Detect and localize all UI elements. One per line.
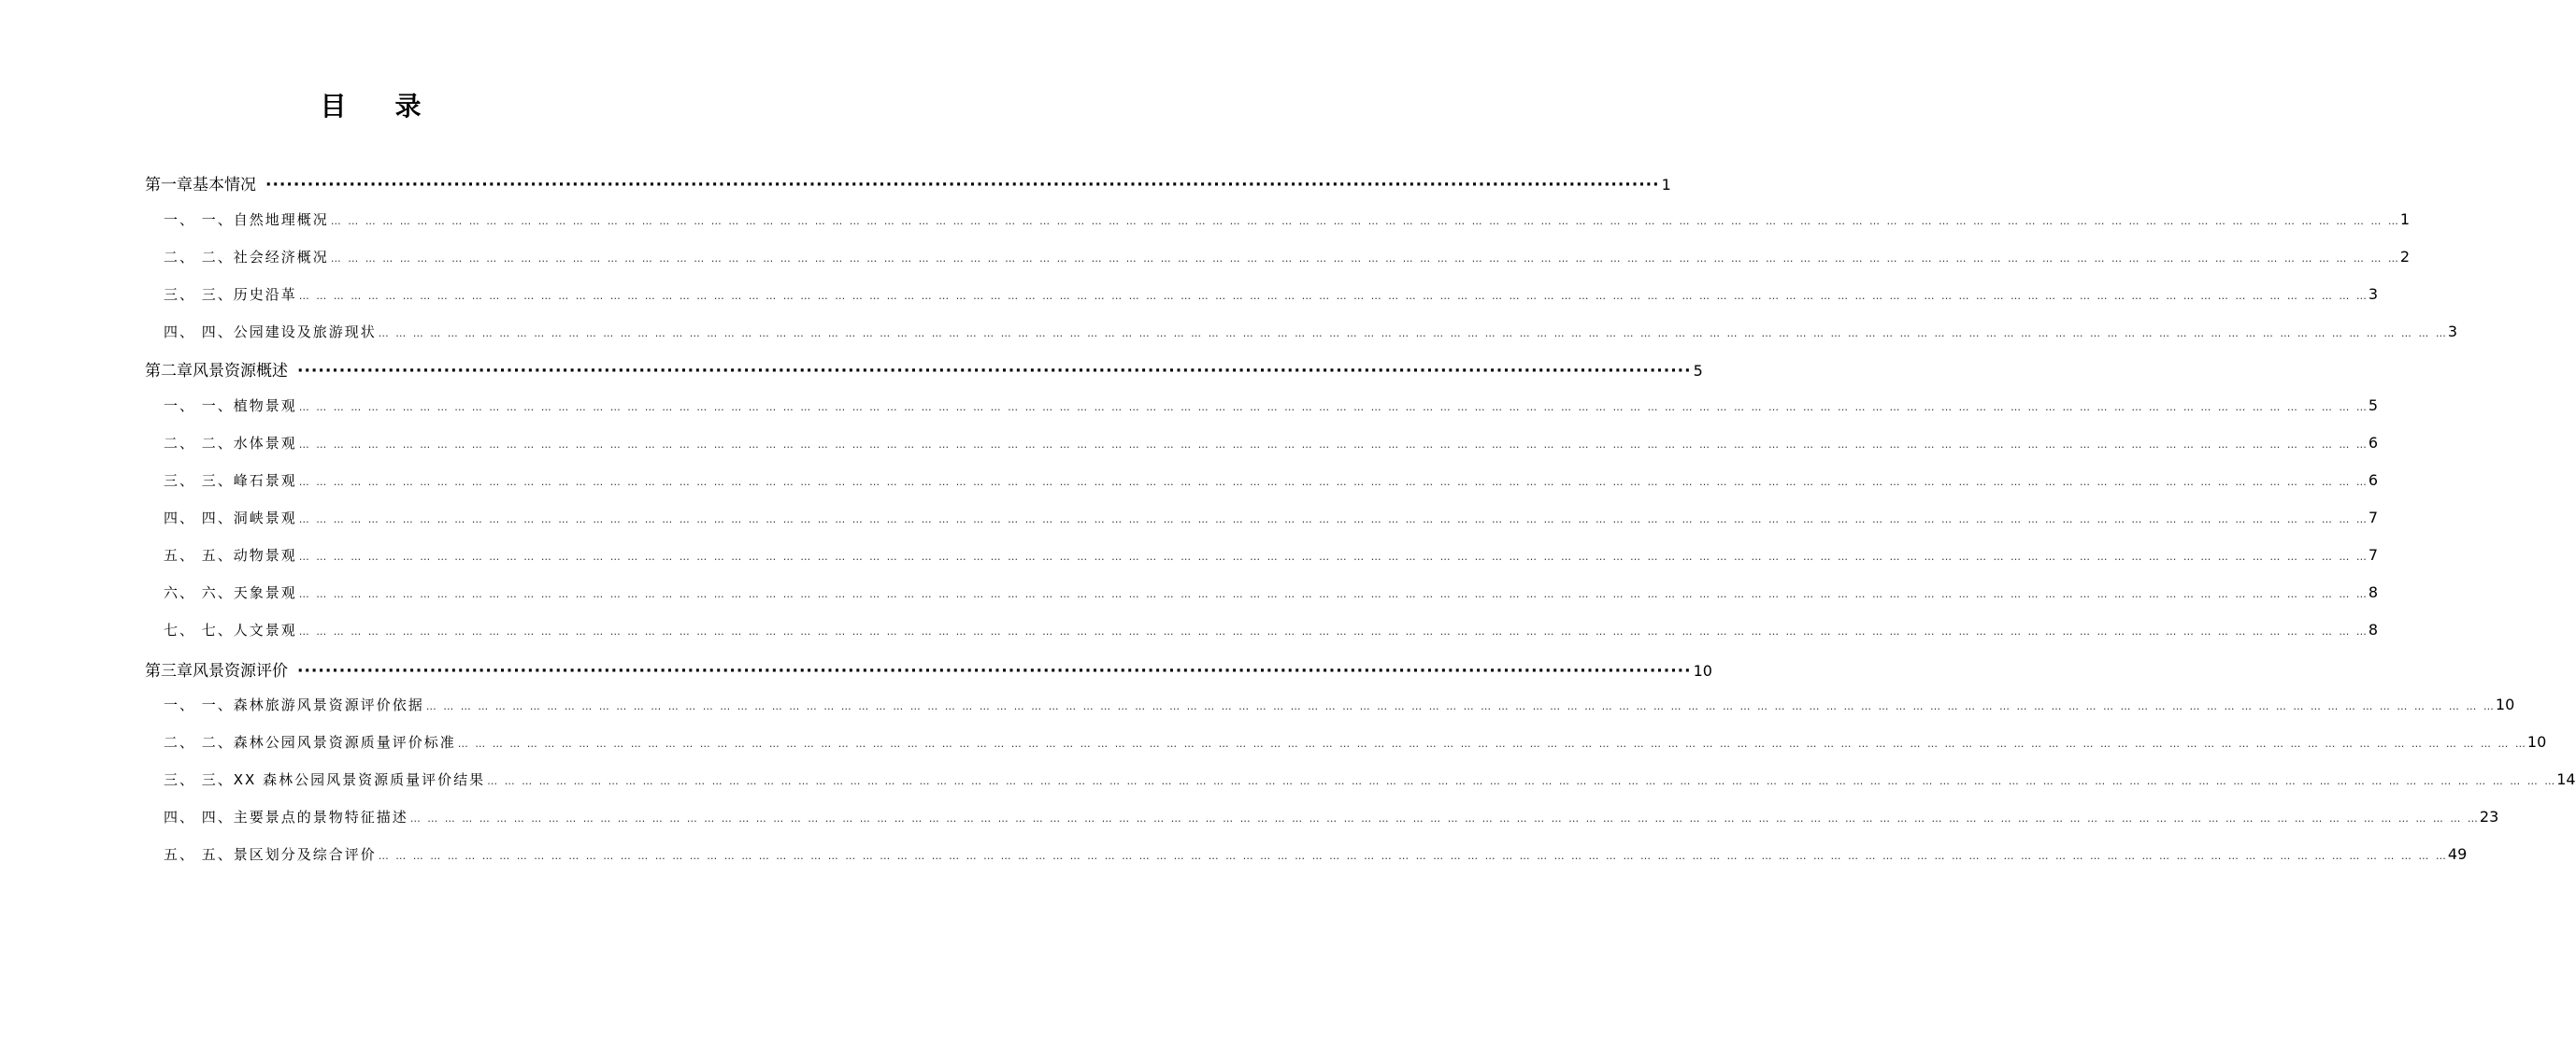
leader-dots: … … … … … … … … … … … … … … … … … … … … … … … … … … … … … … … … … … … … … … … … … … … … … … … … … … … … … … … … … … … … … … … … … … … … … … … … … … … … … … … … … … … … … … … … … … … … … … … … … … … … … … … … … … … … … … … … … … … … … … … … (298, 401, 2368, 413)
leader-dots: ········································································································································································································ (265, 176, 1660, 194)
toc-section-entry[interactable] (164, 508, 2379, 527)
page-number: 1 (2399, 210, 2411, 228)
toc-section-entry[interactable] (164, 582, 2379, 602)
section-prefix: 二、 二、 (164, 435, 234, 452)
leader-dots: … … … … … … … … … … … … … … … … … … … … … … … … … … … … … … … … … … … … … … … … … … … … … … … … … … … … … … … … … … … … … … … … … … … … … … … … … … … … … … … … … … … … … … … … … … … … … … … … … … … … … … … … … … … … … … … … … … … … … … … … (425, 700, 2496, 712)
page-number: 8 (2368, 583, 2379, 601)
toc-section-entry[interactable] (164, 470, 2379, 490)
title-char: 目 (320, 91, 347, 122)
chapter-label: 第一章 (145, 176, 193, 194)
section-title: 自然地理概况 (233, 211, 329, 228)
section-title: 主要景点的景物特征描述 (233, 809, 408, 826)
leader-dots: … … … … … … … … … … … … … … … … … … … … … … … … … … … … … … … … … … … … … … … … … … … … … … … … … … … … … … … … … … … … … … … … … … … … … … … … … … … … … … … … … … … … … … … … … … … … … … … … … … … … … … … … … … … … … … … … … … … … … … … … (378, 850, 2448, 862)
section-prefix: 五、 五、 (164, 846, 234, 863)
title-char: 录 (394, 91, 422, 122)
toc-section-entry[interactable] (164, 247, 2411, 266)
toc-chapter-entry[interactable] (145, 357, 1703, 381)
page-number: 49 (2447, 845, 2468, 863)
leader-dots: … … … … … … … … … … … … … … … … … … … … … … … … … … … … … … … … … … … … … … … … … … … … … … … … … … … … … … … … … … … … … … … … … … … … … … … … … … … … … … … … … … … … … … … … … … … … … … … … … … … … … … … … … … … … … … … … … … … … … … … … (487, 775, 2557, 787)
section-prefix: 二、 二、 (164, 249, 234, 266)
page-number: 7 (2368, 509, 2379, 526)
leader-dots: … … … … … … … … … … … … … … … … … … … … … … … … … … … … … … … … … … … … … … … … … … … … … … … … … … … … … … … … … … … … … … … … … … … … … … … … … … … … … … … … … … … … … … … … … … … … … … … … … … … … … … … … … … … … … … … … … … … … … … … … (298, 290, 2368, 302)
page-number: 1 (1661, 176, 1671, 194)
page-number: 5 (1693, 362, 1703, 380)
section-title: 水体景观 (233, 435, 297, 452)
page-number: 6 (2368, 471, 2379, 489)
section-prefix: 三、 三、 (164, 286, 234, 303)
page-title (0, 86, 741, 123)
leader-dots: … … … … … … … … … … … … … … … … … … … … … … … … … … … … … … … … … … … … … … … … … … … … … … … … … … … … … … … … … … … … … … … … … … … … … … … … … … … … … … … … … … … … … … … … … … … … … … … … … … … … … … … … … … … … … … … … … … … … … … … … (298, 625, 2368, 638)
page-number: 10 (1693, 662, 1712, 680)
section-prefix: 五、 五、 (164, 547, 234, 564)
chapter-label: 第三章 (145, 662, 193, 681)
toc-section-entry[interactable] (164, 433, 2379, 453)
section-title: 公园建设及旅游现状 (233, 323, 377, 340)
chapter-title: 基本情况 (193, 176, 256, 194)
section-prefix: 一、 一、 (164, 697, 234, 713)
page-number: 5 (2368, 396, 2379, 414)
chapter-title: 风景资源评价 (193, 662, 288, 681)
section-title: 峰石景观 (233, 472, 297, 489)
section-title: 人文景观 (233, 622, 297, 639)
section-title: 森林公园风景资源质量评价标准 (233, 734, 456, 751)
page-number: 14 (2556, 770, 2576, 788)
page-number: 2 (2399, 248, 2411, 266)
leader-dots: … … … … … … … … … … … … … … … … … … … … … … … … … … … … … … … … … … … … … … … … … … … … … … … … … … … … … … … … … … … … … … … … … … … … … … … … … … … … … … … … … … … … … … … … … … … … … … … … … … … … … … … … … … … … … … … … … … … … … … … … (330, 252, 2400, 265)
section-prefix: 三、 三、 (164, 771, 234, 788)
section-prefix: 一、 一、 (164, 211, 234, 228)
toc-section-entry[interactable] (164, 322, 2458, 341)
section-prefix: 二、 二、 (164, 734, 234, 751)
page-number: 3 (2368, 285, 2379, 303)
toc-section-entry[interactable] (164, 620, 2379, 639)
chapter-label: 第二章 (145, 362, 193, 381)
toc-section-entry[interactable] (164, 395, 2379, 415)
leader-dots: … … … … … … … … … … … … … … … … … … … … … … … … … … … … … … … … … … … … … … … … … … … … … … … … … … … … … … … … … … … … … … … … … … … … … … … … … … … … … … … … … … … … … … … … … … … … … … … … … … … … … … … … … … … … … … … … … … … … … … … … (378, 327, 2448, 339)
page-number: 3 (2447, 323, 2458, 340)
leader-dots: ········································································································································································································ (297, 362, 1692, 381)
page-number: 23 (2479, 808, 2499, 826)
page-number: 10 (2526, 733, 2547, 751)
leader-dots: … … … … … … … … … … … … … … … … … … … … … … … … … … … … … … … … … … … … … … … … … … … … … … … … … … … … … … … … … … … … … … … … … … … … … … … … … … … … … … … … … … … … … … … … … … … … … … … … … … … … … … … … … … … … … … … … … … … … … … … … (330, 215, 2400, 227)
leader-dots: … … … … … … … … … … … … … … … … … … … … … … … … … … … … … … … … … … … … … … … … … … … … … … … … … … … … … … … … … … … … … … … … … … … … … … … … … … … … … … … … … … … … … … … … … … … … … … … … … … … … … … … … … … … … … … … … … … … … … … … … (298, 551, 2368, 563)
leader-dots: … … … … … … … … … … … … … … … … … … … … … … … … … … … … … … … … … … … … … … … … … … … … … … … … … … … … … … … … … … … … … … … … … … … … … … … … … … … … … … … … … … … … … … … … … … … … … … … … … … … … … … … … … … … … … … … … … … … … … … … … (457, 738, 2527, 750)
section-prefix: 四、 四、 (164, 323, 234, 340)
toc-section-entry[interactable] (164, 209, 2411, 229)
toc-chapter-entry[interactable] (145, 171, 1671, 194)
section-prefix: 三、 三、 (164, 472, 234, 489)
toc-section-entry[interactable] (164, 732, 2547, 752)
section-title: 景区划分及综合评价 (233, 846, 377, 863)
section-prefix: 四、 四、 (164, 510, 234, 526)
page-number: 8 (2368, 621, 2379, 639)
chapter-title: 风景资源概述 (193, 362, 288, 381)
section-prefix: 七、 七、 (164, 622, 234, 639)
toc-section-entry[interactable] (164, 807, 2499, 826)
leader-dots: ········································································································································································································ (297, 662, 1692, 681)
leader-dots: … … … … … … … … … … … … … … … … … … … … … … … … … … … … … … … … … … … … … … … … … … … … … … … … … … … … … … … … … … … … … … … … … … … … … … … … … … … … … … … … … … … … … … … … … … … … … … … … … … … … … … … … … … … … … … … … … … … … … … … … (298, 476, 2368, 488)
section-title: 动物景观 (233, 547, 297, 564)
section-prefix: 四、 四、 (164, 809, 234, 826)
page-number: 6 (2368, 434, 2379, 452)
section-title: 社会经济概况 (233, 249, 329, 266)
toc-section-entry[interactable] (164, 769, 2576, 789)
section-title: 天象景观 (233, 584, 297, 601)
section-title: 森林旅游风景资源评价依据 (233, 697, 424, 713)
toc-section-entry[interactable] (164, 844, 2468, 864)
leader-dots: … … … … … … … … … … … … … … … … … … … … … … … … … … … … … … … … … … … … … … … … … … … … … … … … … … … … … … … … … … … … … … … … … … … … … … … … … … … … … … … … … … … … … … … … … … … … … … … … … … … … … … … … … … … … … … … … … … … … … … … … (298, 588, 2368, 600)
section-title: XX 森林公园风景资源质量评价结果 (233, 771, 486, 788)
leader-dots: … … … … … … … … … … … … … … … … … … … … … … … … … … … … … … … … … … … … … … … … … … … … … … … … … … … … … … … … … … … … … … … … … … … … … … … … … … … … … … … … … … … … … … … … … … … … … … … … … … … … … … … … … … … … … … … … … … … … … … … … (409, 812, 2480, 825)
leader-dots: … … … … … … … … … … … … … … … … … … … … … … … … … … … … … … … … … … … … … … … … … … … … … … … … … … … … … … … … … … … … … … … … … … … … … … … … … … … … … … … … … … … … … … … … … … … … … … … … … … … … … … … … … … … … … … … … … … … … … … … … (298, 438, 2368, 451)
toc-section-entry[interactable] (164, 545, 2379, 565)
page-number: 7 (2368, 546, 2379, 564)
section-title: 植物景观 (233, 397, 297, 414)
section-title: 历史沿革 (233, 286, 297, 303)
section-title: 洞峡景观 (233, 510, 297, 526)
section-prefix: 六、 六、 (164, 584, 234, 601)
toc-section-entry[interactable] (164, 695, 2515, 714)
toc-chapter-entry[interactable] (145, 657, 1712, 681)
section-prefix: 一、 一、 (164, 397, 234, 414)
leader-dots: … … … … … … … … … … … … … … … … … … … … … … … … … … … … … … … … … … … … … … … … … … … … … … … … … … … … … … … … … … … … … … … … … … … … … … … … … … … … … … … … … … … … … … … … … … … … … … … … … … … … … … … … … … … … … … … … … … … … … … … … (298, 513, 2368, 525)
toc-section-entry[interactable] (164, 284, 2379, 304)
page-number: 10 (2495, 696, 2515, 713)
